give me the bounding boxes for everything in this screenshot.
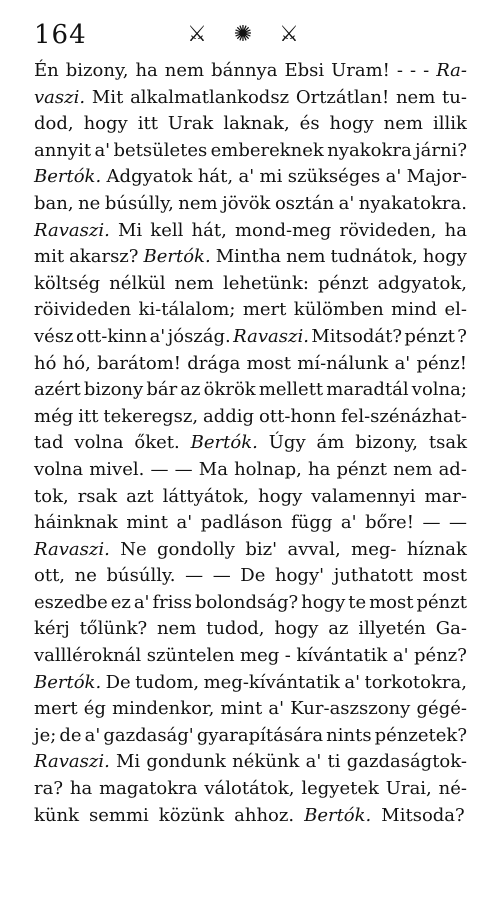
text-word: a'	[340, 512, 357, 534]
text-word: pénzt	[336, 458, 387, 480]
text-word: ott-kinn	[75, 325, 148, 347]
text-word: ad-	[438, 458, 467, 480]
text-word: nyakatokra.	[358, 192, 467, 214]
text-word: Én	[34, 60, 59, 81]
text-word: addig	[203, 405, 255, 427]
text-word: osztán	[274, 192, 335, 214]
text-word: ki-tálalom;	[138, 299, 236, 321]
text-word: Major-	[406, 166, 467, 188]
text-word: Urak	[167, 113, 214, 135]
text-line	[34, 803, 467, 830]
text-word: ám	[316, 432, 345, 454]
page-number: 164	[34, 20, 87, 50]
text-word: illyetén	[358, 618, 426, 640]
text-word: gyarapítására	[196, 724, 324, 746]
text-word: semmi	[89, 804, 149, 826]
text-word: Bertók.	[34, 671, 102, 693]
text-word: búsúlly,	[104, 192, 174, 214]
text-word: külömben	[293, 299, 384, 321]
text-word: háinknak	[34, 512, 118, 534]
text-line	[34, 218, 467, 245]
text-line	[34, 510, 467, 537]
text-line	[34, 776, 467, 803]
text-word: ez	[110, 591, 131, 613]
text-word: betsületes	[113, 139, 208, 161]
text-word: Ma	[198, 458, 228, 480]
text-word: mivel.	[89, 458, 145, 480]
text-word: Ne	[120, 538, 147, 560]
text-line	[34, 164, 467, 191]
text-word: a'	[133, 591, 150, 613]
text-word: hó,	[62, 352, 91, 374]
text-word: alkalmatlankodsz	[130, 86, 290, 108]
text-word: mert	[242, 299, 287, 321]
text-word: válotátok,	[204, 778, 295, 800]
text-word: tőlünk?	[79, 618, 148, 640]
text-line	[34, 616, 467, 643]
text-word: őket.	[134, 432, 180, 454]
text-word: szüntelen	[146, 645, 235, 667]
text-word: tok,	[34, 485, 69, 507]
text-word: nékünk	[232, 751, 300, 773]
text-word: —	[448, 512, 467, 534]
text-word: jövök	[222, 192, 271, 214]
text-word: Mi	[117, 219, 143, 241]
ornament-left-icon: ⚔	[187, 22, 207, 47]
text-word: vaszi.	[34, 86, 86, 108]
text-word: ökrök	[203, 379, 256, 401]
text-word: az	[328, 618, 349, 640]
text-word: tekeregsz,	[103, 405, 199, 427]
text-word: búsúlly.	[106, 565, 176, 587]
text-word: Ebsi	[284, 60, 325, 81]
text-word: Bertók.	[143, 246, 211, 268]
text-word: pénzetek?	[374, 724, 467, 746]
text-word: padláson	[200, 512, 283, 534]
text-word: gondunk	[146, 751, 226, 773]
text-word: Ravaszi.	[34, 751, 110, 773]
text-word: tudod,	[206, 618, 265, 640]
text-word: nem	[393, 458, 433, 480]
text-word: mellett	[258, 379, 324, 401]
text-word: gazdaság'	[103, 724, 194, 746]
text-word: eszedbe	[34, 591, 108, 613]
text-line	[34, 297, 467, 324]
text-word: tudnátok,	[330, 246, 418, 268]
text-word: vész	[34, 325, 74, 347]
text-word: most	[422, 565, 467, 587]
text-word: Bertók.	[34, 166, 102, 188]
text-line	[34, 643, 467, 670]
text-word: a'	[338, 192, 355, 214]
text-word: pénzt	[404, 325, 455, 347]
text-word: bár	[146, 379, 178, 401]
text-word: nélkül	[109, 272, 166, 294]
text-word: Uram!	[331, 60, 390, 81]
text-word: a'	[392, 645, 409, 667]
text-word: bizony,	[65, 60, 129, 81]
text-word: mit	[34, 246, 65, 268]
text-word: bizony	[83, 379, 144, 401]
text-line	[34, 723, 467, 750]
text-word: ahhoz.	[234, 804, 295, 826]
text-word: rövideden,	[339, 219, 437, 241]
text-word: a'	[176, 512, 193, 534]
text-word: -	[284, 645, 291, 667]
text-word: nem	[174, 272, 214, 294]
text-word: friss	[152, 591, 192, 613]
text-word: Mitsoda?	[381, 804, 465, 826]
text-word: embereknek	[210, 139, 324, 161]
text-word: ha	[69, 778, 93, 800]
text-word: volna;	[411, 379, 467, 401]
text-word: szükséges	[287, 166, 381, 188]
text-line	[34, 404, 467, 431]
text-word: azt	[126, 485, 154, 507]
text-word: né-	[438, 778, 467, 800]
text-word: juthatott	[333, 565, 413, 587]
text-word: Mitsodát?	[311, 325, 402, 347]
text-word: mi	[259, 166, 283, 188]
text-word: ne	[78, 192, 101, 214]
text-word: Ra-	[436, 60, 467, 81]
text-line	[34, 430, 467, 457]
text-word: meg-	[351, 538, 397, 560]
text-word: ne	[74, 565, 97, 587]
text-word: pénz!	[416, 352, 467, 374]
text-word: lehetünk:	[222, 272, 309, 294]
text-word: hó	[34, 352, 57, 374]
text-word: mind	[391, 299, 438, 321]
text-word: Mi	[116, 751, 141, 773]
text-word: tad	[34, 432, 64, 454]
text-word: most	[369, 591, 414, 613]
text-word: ra?	[34, 778, 63, 800]
text-word: költség	[34, 272, 101, 294]
text-word: Bertók.	[304, 804, 372, 826]
text-word: dod,	[34, 113, 74, 135]
text-word: itt	[137, 113, 158, 135]
text-word: Ravaszi.	[34, 219, 110, 241]
text-word: nem	[383, 113, 423, 135]
text-word: azért	[34, 379, 81, 401]
text-word: Ortzátlan!	[295, 86, 390, 108]
text-word: mí-nálunk	[297, 352, 389, 374]
text-line	[34, 244, 467, 271]
header-ornament	[184, 22, 302, 47]
text-word: hogy	[301, 591, 346, 613]
text-word: annyit	[34, 139, 92, 161]
text-line	[34, 537, 467, 564]
text-word: drága	[187, 352, 241, 374]
text-word: pénz?	[414, 645, 467, 667]
text-word: mar-	[424, 485, 467, 507]
text-line	[34, 749, 467, 776]
text-word: rsak	[77, 485, 118, 507]
text-word: nem	[164, 60, 205, 81]
text-word: mond-meg	[234, 219, 332, 241]
text-line	[34, 138, 467, 165]
text-word: kérj	[34, 618, 70, 640]
text-word: te	[348, 591, 367, 613]
text-word: ég	[83, 698, 106, 720]
text-word: a'	[305, 751, 322, 773]
text-word: nem	[286, 246, 326, 268]
text-word: magatokra	[99, 778, 198, 800]
text-line	[34, 457, 467, 484]
text-word: torkotokra,	[364, 671, 467, 693]
body-text	[34, 58, 467, 829]
text-word: mindenkor,	[112, 698, 215, 720]
text-word: ha	[308, 458, 331, 480]
text-word: —	[174, 458, 193, 480]
text-word: gégé-	[416, 698, 467, 720]
text-word: volna	[74, 432, 124, 454]
text-word: Úgy	[268, 432, 306, 454]
text-word: -	[423, 60, 430, 81]
text-line	[34, 563, 467, 590]
text-word: meg	[240, 645, 280, 667]
text-word: hogy	[329, 113, 374, 135]
text-word: De	[240, 565, 266, 587]
text-word: mint	[126, 512, 168, 534]
text-word: Ga-	[435, 618, 467, 640]
text-word: barátom!	[97, 352, 182, 374]
text-word: nints	[326, 724, 372, 746]
text-word: gondolly	[156, 538, 235, 560]
text-word: adgyatok,	[377, 272, 467, 294]
text-word: volna	[34, 458, 84, 480]
text-word: künk	[34, 804, 79, 826]
text-word: bolondság?	[194, 591, 299, 613]
text-word: legyetek	[301, 778, 379, 800]
text-word: nem	[178, 192, 218, 214]
text-word: függ	[291, 512, 333, 534]
text-word: maradtál	[326, 379, 409, 401]
text-word: fel-szénázhat-	[341, 405, 467, 427]
text-word: —	[212, 565, 231, 587]
text-word: biz'	[245, 538, 278, 560]
text-word: ?	[457, 325, 467, 347]
text-word: láttyátok,	[162, 485, 250, 507]
text-word: a'	[394, 352, 411, 374]
text-word: röivideden	[34, 299, 132, 321]
text-word: Urai,	[385, 778, 432, 800]
text-word: még	[34, 405, 74, 427]
text-word: és	[299, 113, 320, 135]
text-word: De	[105, 671, 131, 693]
text-word: közünk	[158, 804, 225, 826]
text-word: hogy	[422, 246, 467, 268]
ornament-center-icon: ✺	[233, 22, 253, 47]
text-word: Ravaszi.	[34, 538, 110, 560]
text-word: bizony,	[355, 432, 418, 454]
text-word: a'	[94, 139, 111, 161]
text-word: pénzt	[318, 272, 369, 294]
text-word: mert	[34, 698, 78, 720]
text-line	[34, 111, 467, 138]
text-word: Ravaszi.	[233, 325, 309, 347]
text-line	[34, 484, 467, 511]
text-word: a'	[268, 698, 285, 720]
text-line	[34, 271, 467, 298]
text-word: ha	[135, 60, 158, 81]
text-word: de	[59, 724, 82, 746]
text-word: valamennyi	[311, 485, 416, 507]
text-line	[34, 590, 467, 617]
text-word: bőre!	[365, 512, 414, 534]
text-line	[34, 696, 467, 723]
text-word: híznak	[406, 538, 467, 560]
text-word: Kur-aszszony	[290, 698, 411, 720]
text-word: Mintha	[215, 246, 282, 268]
text-line	[34, 324, 467, 351]
text-word: akarsz?	[69, 246, 139, 268]
text-line	[34, 351, 467, 378]
text-word: nem	[156, 618, 197, 640]
text-word: a'	[344, 671, 361, 693]
text-word: kell	[150, 219, 184, 241]
text-word: járni?	[415, 139, 467, 161]
text-word: hogy'	[275, 565, 325, 587]
text-word: ha	[444, 219, 467, 241]
text-word: hogy	[258, 485, 303, 507]
text-word: avval,	[287, 538, 341, 560]
text-word: a'	[149, 325, 166, 347]
text-word: hát,	[191, 219, 227, 241]
text-word: pénzt	[416, 591, 467, 613]
text-word: ott-honn	[259, 405, 337, 427]
text-word: Mit	[91, 86, 124, 108]
text-line	[34, 58, 467, 85]
text-word: holnap,	[234, 458, 302, 480]
text-word: ti	[327, 751, 341, 773]
text-word: itt	[78, 405, 99, 427]
text-line	[34, 85, 467, 112]
text-word: ott,	[34, 565, 66, 587]
text-word: a'	[238, 166, 255, 188]
text-word: illik	[432, 113, 467, 135]
text-word: nem	[395, 86, 436, 108]
text-word: vallléroknál	[34, 645, 142, 667]
text-line	[34, 670, 467, 697]
text-word: mint	[220, 698, 263, 720]
ornament-right-icon: ⚔	[279, 22, 299, 47]
text-word: jószág.	[167, 325, 231, 347]
text-word: hogy	[83, 113, 128, 135]
text-word: je;	[34, 724, 57, 746]
text-word: tsak	[428, 432, 467, 454]
text-word: bánnya	[211, 60, 278, 81]
text-word: -	[396, 60, 403, 81]
text-word: az	[180, 379, 201, 401]
text-line	[34, 377, 467, 404]
text-line	[34, 191, 467, 218]
text-word: a'	[84, 724, 101, 746]
text-word: Bertók.	[190, 432, 258, 454]
text-word: —	[422, 512, 441, 534]
text-word: hogy	[274, 618, 319, 640]
text-word: meg-kívántatik	[203, 671, 340, 693]
text-word: Adgyatok	[106, 166, 193, 188]
text-word: gazdaságtok-	[346, 751, 467, 773]
text-word: —	[150, 458, 169, 480]
text-word: ban,	[34, 192, 74, 214]
text-word: laknak,	[223, 113, 290, 135]
text-word: el-	[444, 299, 467, 321]
text-word: —	[185, 565, 204, 587]
text-word: a'	[385, 166, 402, 188]
text-word: most	[246, 352, 292, 374]
text-word: hát,	[197, 166, 234, 188]
page-header	[34, 20, 462, 60]
text-word: kívántatik	[296, 645, 388, 667]
text-word: tu-	[442, 86, 467, 108]
text-word: nyakokra	[327, 139, 412, 161]
text-word: -	[410, 60, 417, 81]
text-word: tudom,	[135, 671, 200, 693]
